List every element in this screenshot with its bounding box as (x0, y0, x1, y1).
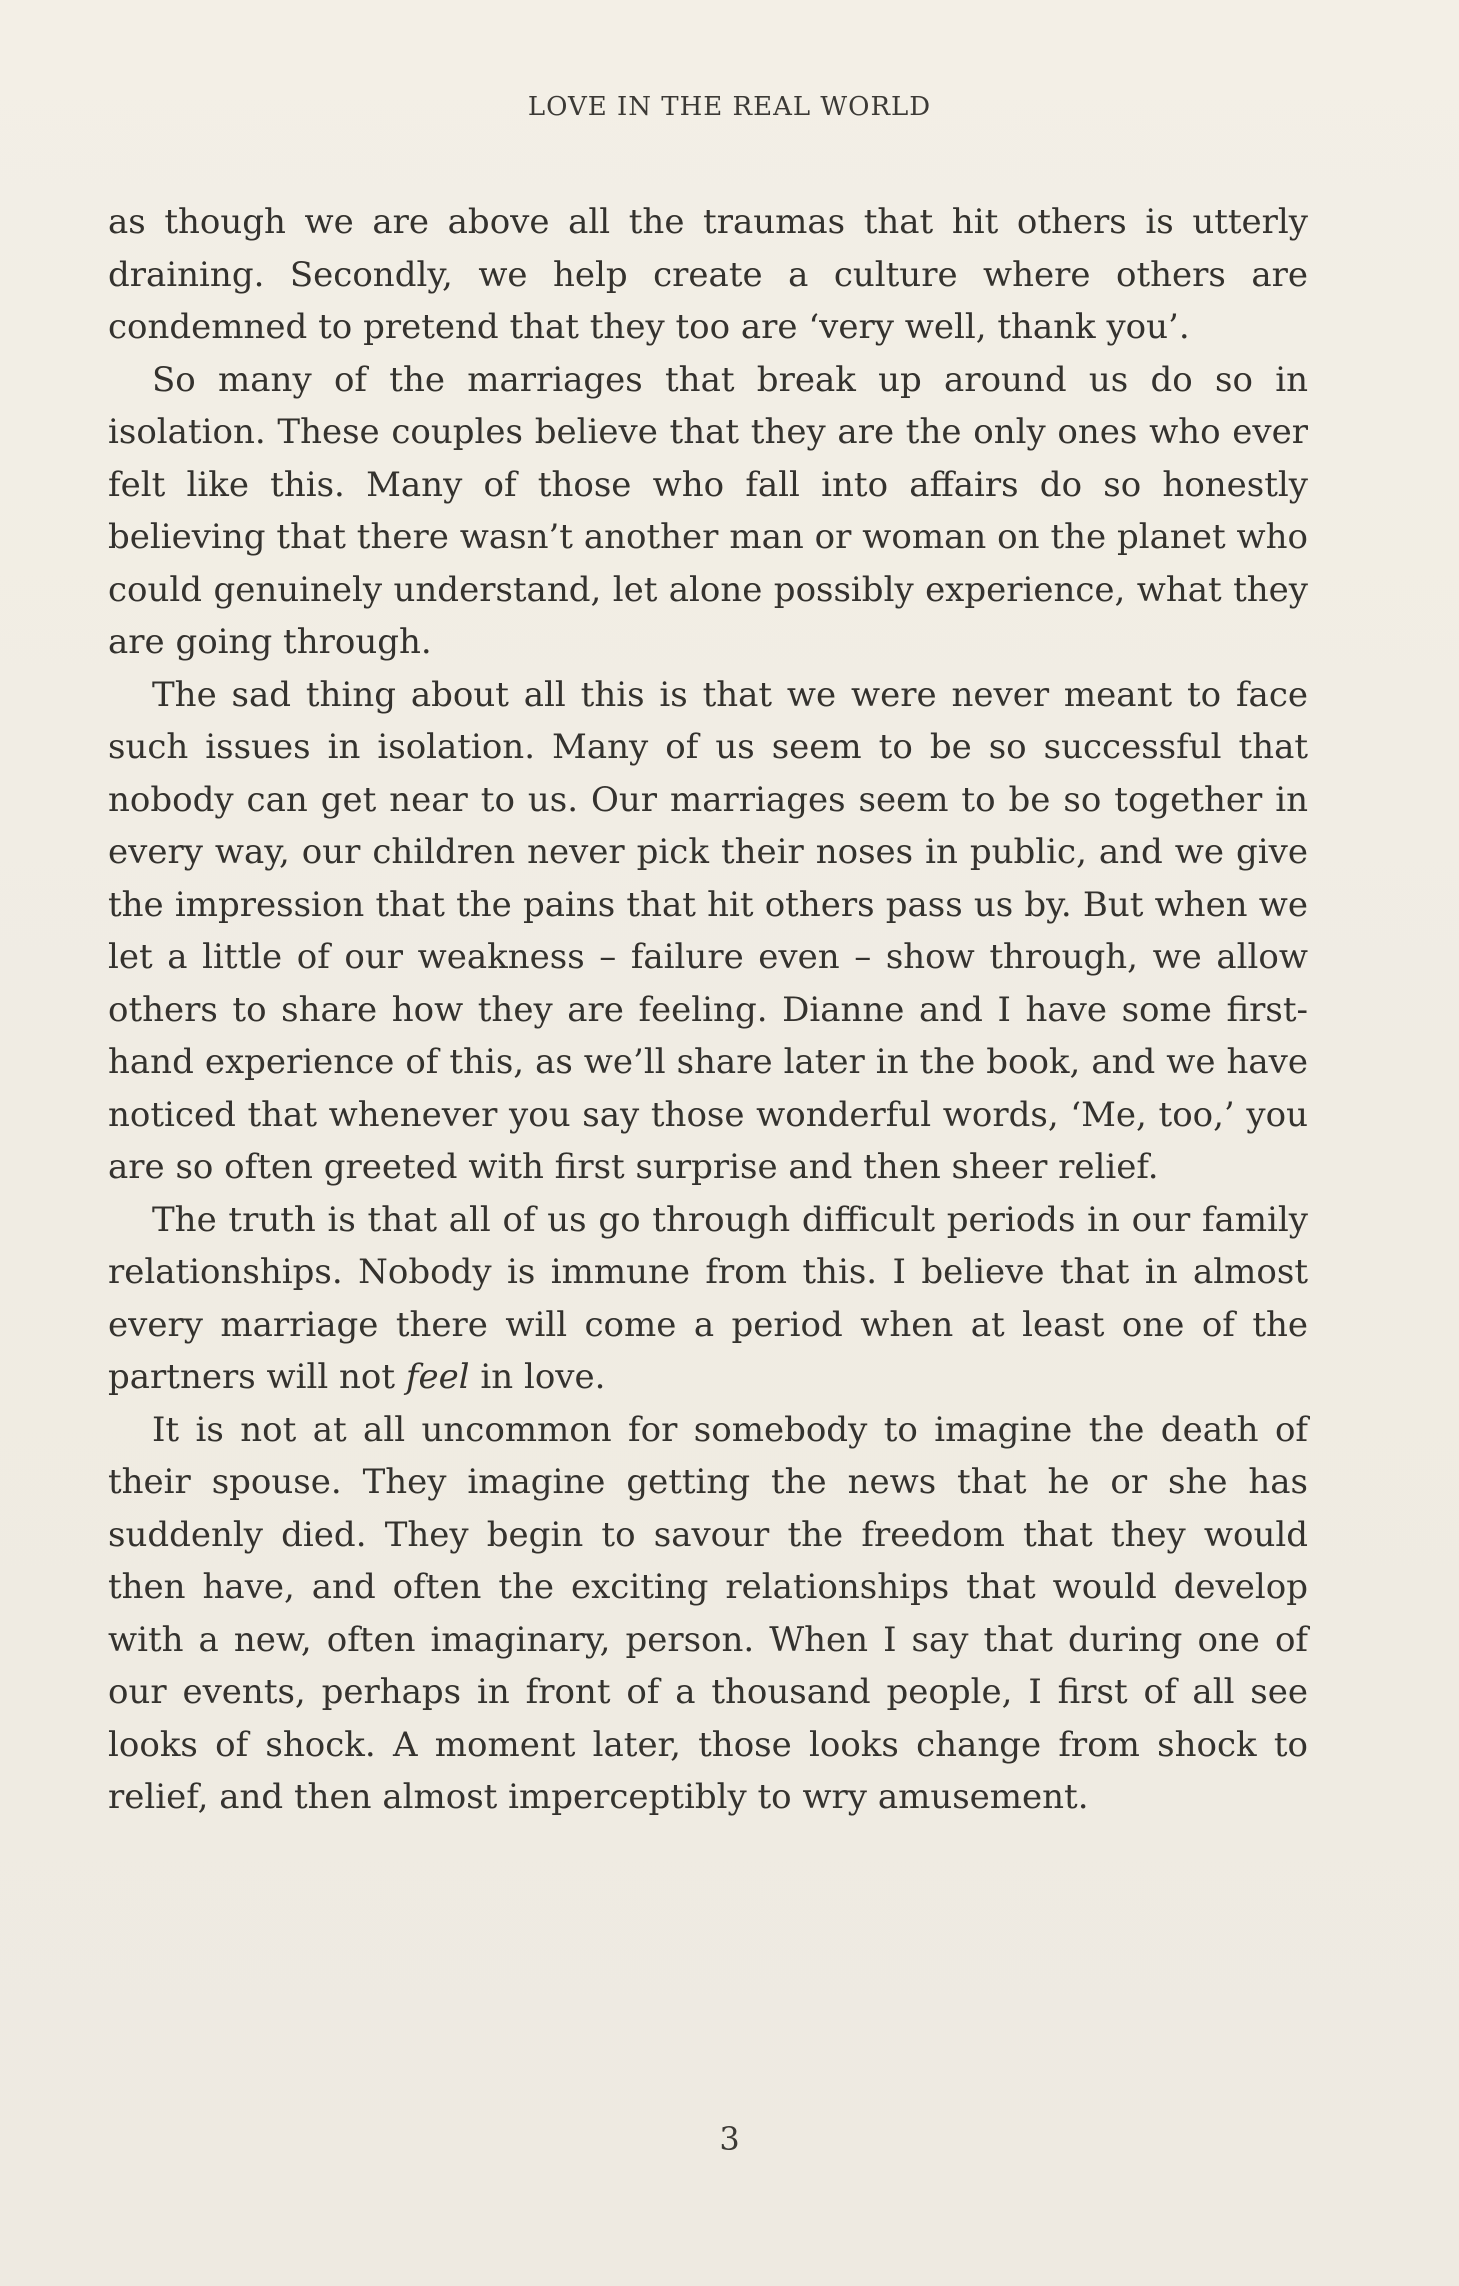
paragraph: So many of the marriages that break up around us do so in isolation. These couples believe that they are the only ones who ever felt like this. Many of those who fall into affairs do so honestly believing that there wasn’t another man or woman on the planet who could genuinely understand, let alone possibly experience, what they are going through. (108, 359, 1308, 662)
paragraph-text-after: in love. (469, 1357, 606, 1397)
paragraph-continued: as though we are above all the traumas that hit others is utterly draining. Secondly, we help create a culture where others are condemned to pretend that they too are ‘very well, thank you’. (108, 202, 1308, 347)
body-text (108, 196, 1308, 1824)
running-head: LOVE IN THE REAL WORLD (527, 92, 932, 122)
page-number: 3 (719, 2120, 740, 2158)
paragraph: It is not at all uncommon for somebody to imagine the death of their spouse. They imagine getting the news that he or she has suddenly died. They begin to savour the freedom that they would then have, and often the exciting relationships that would develop with a new, often imaginary, person. When I say that during one of our events, perhaps in front of a thousand people, I first of all see looks of shock. A moment later, those looks change from shock to relief, and then almost imperceptibly to wry amusement. (108, 1409, 1308, 1817)
paragraph: The sad thing about all this is that we were never meant to face such issues in isolation. Many of us seem to be so successful that nobody can get near to us. Our marriages seem to be so together in every way, our children never pick their noses in public, and we give the impression that the pains that hit others pass us by. But when we let a little of our weakness – failure even – show through, we allow others to share how they are feeling. Dianne and I have some first-hand experience of this, as we’ll share later in the book, and we have noticed that whenever you say those wonderful words, ‘Me, too,’ you are so often greeted with first surprise and then sheer relief. (108, 674, 1308, 1187)
paragraph-text-before: The truth is that all of us go through difficult periods in our family relationships. Nobody is immune from this. I believe that in almost every marriage there will come a period when at least one of the partners will not (108, 1199, 1308, 1397)
paragraph-with-emphasis (108, 1194, 1308, 1404)
emphasis-word: feel (405, 1357, 470, 1397)
